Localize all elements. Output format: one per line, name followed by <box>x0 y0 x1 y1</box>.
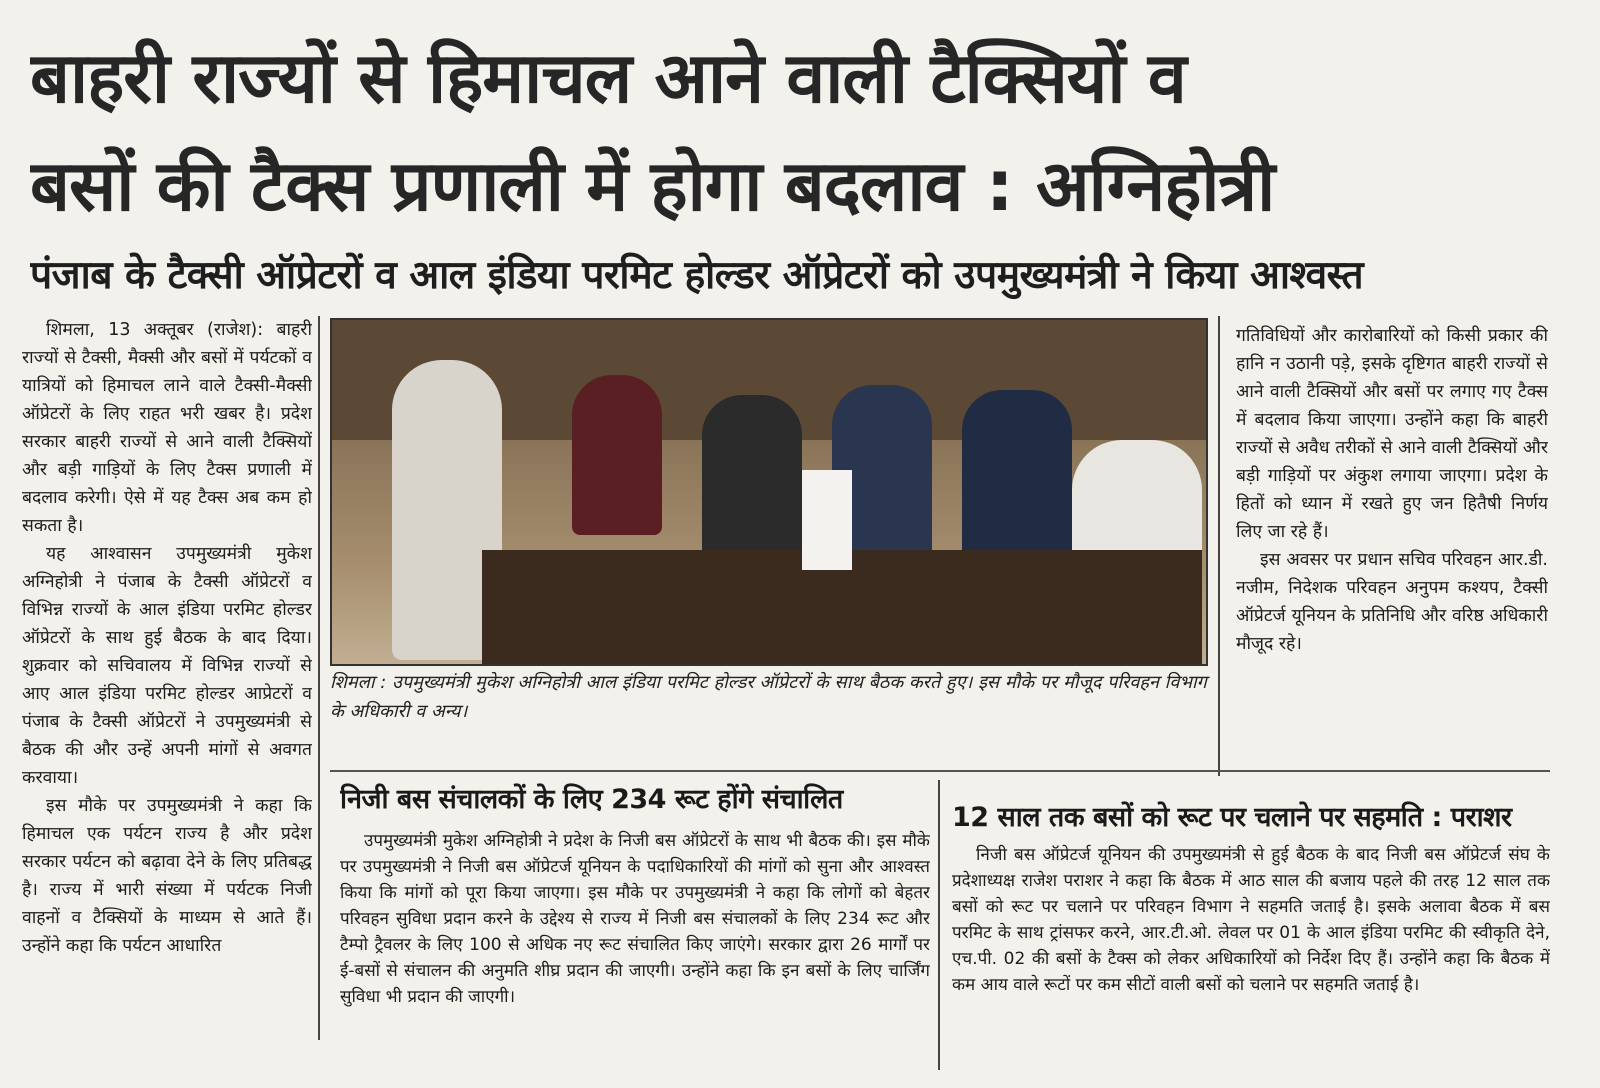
story1-headline: निजी बस संचालकों के लिए 234 रूट होंगे संचालित <box>340 784 843 815</box>
column-divider-left <box>318 316 320 1040</box>
left-column-text <box>22 316 312 1044</box>
story1-body <box>340 828 930 1038</box>
story1-paragraph: उपमुख्यमंत्री मुकेश अग्निहोत्री ने प्रदेश के निजी बस ऑप्रेटरों के साथ भी बैठक की। इस मौके पर उपमुख्यमंत्री ने निजी बस ऑप्रेटर्ज यूनियन के पदाधिकारियों की मांगों को सुना और आश्वस्त किया कि मांगों को पूरा किया जाएगा। इस मौके पर उपमुख्यमंत्री ने कहा कि लोगों को बेहतर परिवहन सुविधा प्रदान करने के उद्देश्य से राज्य में निजी बस संचालकों के लिए 234 रूट और टैम्पो ट्रैवलर के लिए 100 से अधिक नए रूट संचालित किए जाएंगे। सरकार द्वारा 26 मार्गों पर ई-बसों से संचालन की अनुमति शीघ्र प्रदान की जाएगी। उन्होंने कहा कि इन बसों के लिए चार्जिंग सुविधा भी प्रदान की जाएगी। <box>340 831 930 1007</box>
headline-line-1: बाहरी राज्यों से हिमाचल आने वाली टैक्सियों व <box>30 37 1186 119</box>
column-divider-right <box>1218 316 1220 776</box>
headline-line-2: बसों की टैक्स प्रणाली में होगा बदलाव : अग्निहोत्री <box>30 145 1275 227</box>
photo-caption: शिमला : उपमुख्यमंत्री मुकेश अग्निहोत्री आल इंडिया परमिट होल्डर ऑप्रेटरों के साथ बैठक करते हुए। इस मौके पर मौजूद परिवहन विभाग के अधिकारी व अन्य। <box>330 672 1207 722</box>
story-divider <box>938 780 940 1070</box>
left-paragraph-2: यह आश्वासन उपमुख्यमंत्री मुकेश अग्निहोत्री ने पंजाब के टैक्सी ऑप्रेटरों व विभिन्न राज्यों के आल इंडिया परमिट होल्डर ऑप्रेटरों के साथ हुई बैठक के बाद दिया। शुक्रवार को सचिवालय में विभिन्न राज्यों से आए आल इंडिया परमिट होल्डर आप्रेटरों व पंजाब के टैक्सी ऑप्रेटरों ने उपमुख्यमंत्री से बैठक की और उन्हें अपनी मांगों से अवगत करवाया। <box>22 544 312 788</box>
left-paragraph-3: इस मौके पर उपमुख्यमंत्री ने कहा कि हिमाचल एक पर्यटन राज्य है और प्रदेश सरकार पर्यटन को बढ़ावा देने के लिए प्रतिबद्ध है। राज्य में भारी संख्या में पर्यटक निजी वाहनों व टैक्सियों के माध्यम से आते हैं। उन्होंने कहा कि पर्यटन आधारित <box>22 796 312 956</box>
right-column-text <box>1236 322 1548 772</box>
photo-person-5 <box>962 390 1072 570</box>
story2-paragraph: निजी बस ऑप्रेटर्ज यूनियन की उपमुख्यमंत्री से हुई बैठक के बाद निजी बस ऑप्रेटर्ज संघ के प्रदेशाध्यक्ष राजेश पराशर ने कहा कि बैठक में आठ साल की बजाय पहले की तरह 12 साल तक बसों को रूट पर चलाने पर परिवहन विभाग ने सहमति जताई है। इसके अलावा बैठक में बस परमिट के साथ ट्रांसफर करने, आर.टी.ओ. लेवल पर 01 के आल इंडिया परमिट की स्वीकृति देने, एच.पी. 02 की बसों के टैक्स को लेकर अधिकारियों को निर्देश दिए हैं। उन्होंने कहा कि बैठक में कम आय वाले रूटों पर कम सीटों वाली बसों को चलाने पर सहमति जताई है। <box>952 845 1550 995</box>
meeting-photo <box>330 318 1208 666</box>
right-paragraph-2: इस अवसर पर प्रधान सचिव परिवहन आर.डी. नजीम, निदेशक परिवहन अनुपम कश्यप, टैक्सी ऑप्रेटर्ज यूनियन के प्रतिनिधि और वरिष्ठ अधिकारी मौजूद रहे। <box>1236 550 1548 654</box>
left-paragraph-1: शिमला, 13 अक्तूबर (राजेश): बाहरी राज्यों से टैक्सी, मैक्सी और बसों में पर्यटकों व यात्रियों को हिमाचल लाने वाले टैक्सी-मैक्सी ऑप्रेटरों के लिए राहत भरी खबर है। प्रदेश सरकार बाहरी राज्यों से आने वाली टैक्सियों और बड़ी गाड़ियों के लिए टैक्स प्रणाली में बदलाव करेगी। ऐसे में यह टैक्स अब कम हो सकता है। <box>22 320 312 536</box>
section-divider <box>330 770 1550 772</box>
story2-body <box>952 842 1550 1072</box>
photo-person-3 <box>702 395 802 565</box>
photo-papers <box>802 470 852 570</box>
story2-headline: 12 साल तक बसों को रूट पर चलाने पर सहमति : पराशर <box>952 802 1512 833</box>
right-paragraph-1: गतिविधियों और कारोबारियों को किसी प्रकार की हानि न उठानी पड़े, इसके दृष्टिगत बाहरी राज्यों से आने वाली टैक्सियों और बसों पर लगाए गए टैक्स में बदलाव किया जाएगा। उन्होंने कहा कि बाहरी राज्यों से अवैध तरीकों से आने वाली टैक्सियों और बड़ी गाड़ियों पर अंकुश लगाया जाएगा। प्रदेश के हितों को ध्यान में रखते हुए जन हितैषी निर्णय लिए जा रहे हैं। <box>1236 326 1548 542</box>
photo-person-2 <box>572 375 662 535</box>
subheadline: पंजाब के टैक्सी ऑप्रेटरों व आल इंडिया परमिट होल्डर ऑप्रेटरों को उपमुख्यमंत्री ने किया आश्वस्त <box>30 253 1364 298</box>
